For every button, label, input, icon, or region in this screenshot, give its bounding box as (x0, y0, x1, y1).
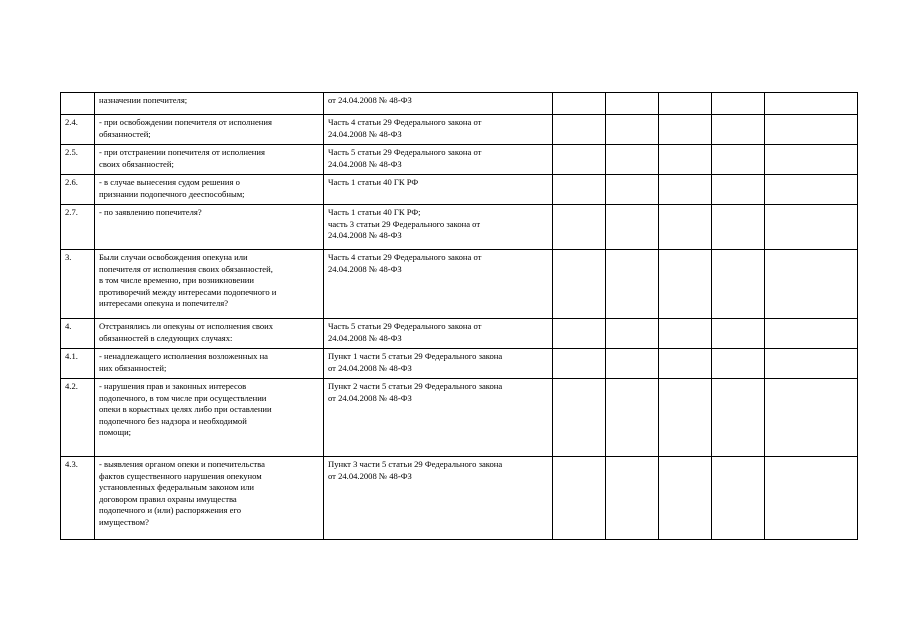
answer-na-cell (659, 175, 712, 205)
answer-yes-cell (553, 379, 606, 457)
notes-cell (765, 175, 858, 205)
table-row (61, 145, 858, 175)
notes-cell (765, 115, 858, 145)
row-number (61, 93, 95, 115)
answer-no-cell (606, 349, 659, 379)
checklist-table (60, 92, 858, 540)
answer-na-cell (659, 457, 712, 540)
legal-reference-cell: Пункт 3 части 5 статьи 29 Федерального закона от 24.04.2008 № 48-ФЗ (324, 457, 553, 540)
table-row (61, 319, 858, 349)
answer-yes-cell (553, 93, 606, 115)
legal-reference-cell: Часть 5 статьи 29 Федерального закона от 24.04.2008 № 48-ФЗ (324, 319, 553, 349)
row-number: 4. (61, 319, 95, 349)
question-cell: - при освобождении попечителя от исполнения обязанностей; (95, 115, 324, 145)
answer-yes-cell (553, 457, 606, 540)
answer-extra-cell (712, 349, 765, 379)
row-number: 4.2. (61, 379, 95, 457)
table-row (61, 349, 858, 379)
answer-no-cell (606, 115, 659, 145)
table-row (61, 379, 858, 457)
answer-extra-cell (712, 93, 765, 115)
table-row (61, 250, 858, 319)
answer-no-cell (606, 457, 659, 540)
answer-yes-cell (553, 175, 606, 205)
legal-reference-cell: Часть 5 статьи 29 Федерального закона от 24.04.2008 № 48-ФЗ (324, 145, 553, 175)
answer-extra-cell (712, 115, 765, 145)
row-number: 2.5. (61, 145, 95, 175)
answer-yes-cell (553, 205, 606, 250)
answer-extra-cell (712, 175, 765, 205)
answer-extra-cell (712, 457, 765, 540)
notes-cell (765, 145, 858, 175)
notes-cell (765, 250, 858, 319)
notes-cell (765, 93, 858, 115)
answer-no-cell (606, 145, 659, 175)
legal-reference-cell: Пункт 2 части 5 статьи 29 Федерального закона от 24.04.2008 № 48-ФЗ (324, 379, 553, 457)
legal-reference-cell: Часть 4 статьи 29 Федерального закона от 24.04.2008 № 48-ФЗ (324, 115, 553, 145)
notes-cell (765, 205, 858, 250)
question-cell: - выявления органом опеки и попечительства фактов существенного нарушения опекуном установленных федеральным законом или договором правил охраны имущества подопечного и (или) распоряжения его имуществом? (95, 457, 324, 540)
question-cell: Отстранялись ли опекуны от исполнения своих обязанностей в следующих случаях: (95, 319, 324, 349)
legal-reference-cell: от 24.04.2008 № 48-ФЗ (324, 93, 553, 115)
table-row (61, 93, 858, 115)
row-number: 4.3. (61, 457, 95, 540)
answer-yes-cell (553, 115, 606, 145)
answer-na-cell (659, 205, 712, 250)
row-number: 2.4. (61, 115, 95, 145)
question-cell: - нарушения прав и законных интересов подопечного, в том числе при осуществлении опеки в корыстных целях либо при оставлении подопечного без надзора и необходимой помощи; (95, 379, 324, 457)
answer-yes-cell (553, 250, 606, 319)
row-number: 4.1. (61, 349, 95, 379)
answer-extra-cell (712, 250, 765, 319)
notes-cell (765, 457, 858, 540)
notes-cell (765, 349, 858, 379)
answer-no-cell (606, 319, 659, 349)
answer-na-cell (659, 93, 712, 115)
question-cell: - при отстранении попечителя от исполнения своих обязанностей; (95, 145, 324, 175)
table-row (61, 457, 858, 540)
question-cell: назначении попечителя; (95, 93, 324, 115)
answer-yes-cell (553, 319, 606, 349)
answer-na-cell (659, 349, 712, 379)
question-cell: - в случае вынесения судом решения о признании подопечного дееспособным; (95, 175, 324, 205)
row-number: 2.6. (61, 175, 95, 205)
answer-extra-cell (712, 145, 765, 175)
answer-na-cell (659, 379, 712, 457)
answer-no-cell (606, 250, 659, 319)
table-row (61, 205, 858, 250)
answer-na-cell (659, 145, 712, 175)
legal-reference-cell: Часть 1 статьи 40 ГК РФ; часть 3 статьи 29 Федерального закона от 24.04.2008 № 48-ФЗ (324, 205, 553, 250)
answer-na-cell (659, 250, 712, 319)
answer-no-cell (606, 379, 659, 457)
answer-extra-cell (712, 319, 765, 349)
question-cell: Были случаи освобождения опекуна или попечителя от исполнения своих обязанностей, в том числе временно, при возникновении противоречий между интересами подопечного и интересами опекуна и попечителя? (95, 250, 324, 319)
table-row (61, 175, 858, 205)
legal-reference-cell: Часть 4 статьи 29 Федерального закона от 24.04.2008 № 48-ФЗ (324, 250, 553, 319)
legal-reference-cell: Пункт 1 части 5 статьи 29 Федерального закона от 24.04.2008 № 48-ФЗ (324, 349, 553, 379)
answer-na-cell (659, 319, 712, 349)
row-number: 3. (61, 250, 95, 319)
answer-extra-cell (712, 379, 765, 457)
answer-no-cell (606, 175, 659, 205)
answer-yes-cell (553, 349, 606, 379)
legal-reference-cell: Часть 1 статьи 40 ГК РФ (324, 175, 553, 205)
answer-yes-cell (553, 145, 606, 175)
notes-cell (765, 379, 858, 457)
answer-no-cell (606, 205, 659, 250)
answer-extra-cell (712, 205, 765, 250)
answer-na-cell (659, 115, 712, 145)
question-cell: - ненадлежащего исполнения возложенных на них обязанностей; (95, 349, 324, 379)
notes-cell (765, 319, 858, 349)
row-number: 2.7. (61, 205, 95, 250)
answer-no-cell (606, 93, 659, 115)
question-cell: - по заявлению попечителя? (95, 205, 324, 250)
table-row (61, 115, 858, 145)
